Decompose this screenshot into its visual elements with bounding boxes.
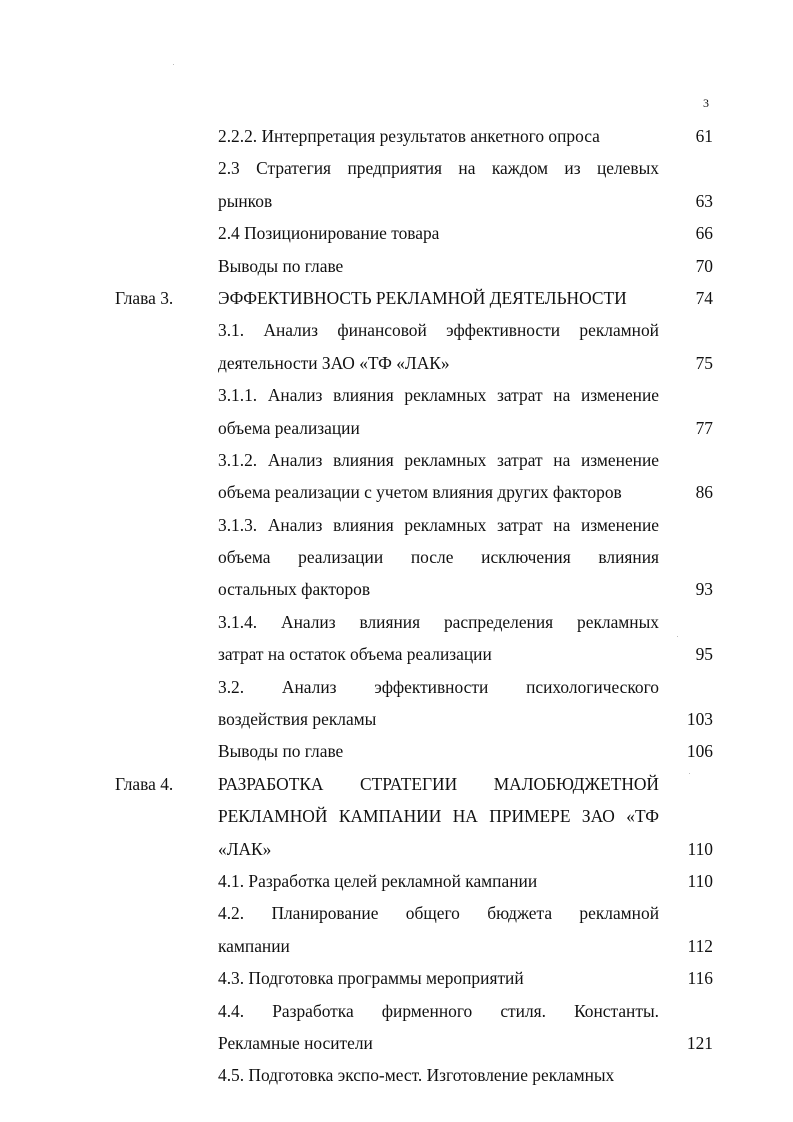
toc-entry-2-2-2 bbox=[0, 120, 793, 152]
toc-page-number: 95 bbox=[695, 644, 713, 665]
toc-line bbox=[0, 703, 793, 735]
toc-entry-text: Выводы по главе bbox=[218, 255, 344, 276]
toc-entry-text: Рекламные носители bbox=[218, 1032, 373, 1053]
toc-entry-text: 3.1.3. Анализ влияния рекламных затрат на изменение bbox=[218, 514, 659, 535]
table-of-contents bbox=[0, 120, 793, 1092]
toc-page-number: 106 bbox=[686, 741, 713, 762]
toc-page-number: 61 bbox=[695, 126, 713, 146]
toc-entry-text: 2.3 Стратегия предприятия на каждом из целевых bbox=[218, 158, 659, 179]
toc-line bbox=[0, 897, 793, 929]
toc-line bbox=[0, 152, 793, 184]
toc-line bbox=[0, 476, 793, 508]
toc-line bbox=[0, 185, 793, 217]
toc-line bbox=[0, 930, 793, 962]
toc-entry-text: объема реализации после исключения влияния bbox=[218, 547, 659, 568]
toc-entry-3-1-4 bbox=[0, 606, 793, 671]
toc-entry-text: 4.3. Подготовка программы мероприятий bbox=[218, 968, 524, 989]
toc-entry-ch3 bbox=[0, 282, 793, 314]
toc-entry-text: ЭФФЕКТИВНОСТЬ РЕКЛАМНОЙ ДЕЯТЕЛЬНОСТИ bbox=[218, 287, 627, 308]
toc-page-number: 70 bbox=[695, 255, 713, 276]
toc-entry-3-2 bbox=[0, 671, 793, 736]
toc-line bbox=[0, 444, 793, 476]
toc-line bbox=[0, 995, 793, 1027]
toc-line bbox=[0, 768, 793, 800]
toc-entry-2-3 bbox=[0, 152, 793, 217]
toc-entry-ch4 bbox=[0, 768, 793, 865]
toc-line bbox=[0, 638, 793, 670]
toc-entry-text: 4.5. Подготовка экспо-мест. Изготовление рекламных bbox=[218, 1065, 615, 1086]
toc-line bbox=[0, 671, 793, 703]
toc-line bbox=[0, 282, 793, 314]
toc-page-number: 112 bbox=[687, 935, 713, 956]
toc-entry-4-4 bbox=[0, 995, 793, 1060]
toc-entry-text: объема реализации с учетом влияния других факторов bbox=[218, 482, 622, 503]
toc-entry-3-1-2 bbox=[0, 444, 793, 509]
toc-line bbox=[0, 314, 793, 346]
toc-page-number: 63 bbox=[695, 190, 713, 211]
toc-page-number: 66 bbox=[695, 223, 713, 244]
toc-line bbox=[0, 120, 793, 152]
toc-page-number: 77 bbox=[695, 417, 713, 438]
toc-entry-text: 3.1.2. Анализ влияния рекламных затрат на изменение bbox=[218, 449, 659, 470]
toc-entry-4-3 bbox=[0, 962, 793, 994]
toc-entry-3-1-3 bbox=[0, 509, 793, 606]
toc-entry-text: 4.4. Разработка фирменного стиля. Константы. bbox=[218, 1000, 659, 1021]
chapter-label: Глава 3. bbox=[115, 287, 174, 308]
toc-line bbox=[0, 735, 793, 767]
toc-page-number: 110 bbox=[687, 838, 713, 859]
toc-entry-3-1 bbox=[0, 314, 793, 379]
toc-line bbox=[0, 347, 793, 379]
toc-line bbox=[0, 833, 793, 865]
toc-entry-4-1 bbox=[0, 865, 793, 897]
toc-entry-text: РАЗРАБОТКА СТРАТЕГИИ МАЛОБЮДЖЕТНОЙ bbox=[218, 773, 659, 794]
toc-page-number: 121 bbox=[686, 1032, 713, 1053]
toc-line bbox=[0, 606, 793, 638]
toc-page-number: 93 bbox=[695, 579, 713, 600]
toc-entry-4-2 bbox=[0, 897, 793, 962]
toc-line bbox=[0, 800, 793, 832]
toc-page-number: 74 bbox=[695, 287, 713, 308]
toc-entry-text: 2.2.2. Интерпретация результатов анкетного опроса bbox=[218, 126, 600, 146]
toc-entry-text: «ЛАК» bbox=[218, 838, 272, 859]
toc-line bbox=[0, 541, 793, 573]
toc-entry-ch3-conclusions bbox=[0, 735, 793, 767]
toc-line bbox=[0, 509, 793, 541]
toc-entry-text: 4.2. Планирование общего бюджета рекламной bbox=[218, 903, 659, 924]
toc-page-number: 116 bbox=[687, 968, 713, 989]
toc-line bbox=[0, 573, 793, 605]
page-number: 3 bbox=[703, 96, 709, 110]
toc-entry-text: кампании bbox=[218, 935, 290, 956]
toc-entry-2-4 bbox=[0, 217, 793, 249]
toc-entry-text: 3.2. Анализ эффективности психологического bbox=[218, 676, 659, 697]
toc-entry-text: 3.1.4. Анализ влияния распределения рекламных bbox=[218, 611, 659, 632]
scan-speck bbox=[173, 64, 174, 65]
toc-page-number: 86 bbox=[695, 482, 713, 503]
toc-entry-text: 3.1.1. Анализ влияния рекламных затрат на изменение bbox=[218, 385, 659, 406]
toc-entry-text: объема реализации bbox=[218, 417, 360, 438]
toc-entry-text: затрат на остаток объема реализации bbox=[218, 644, 492, 665]
toc-entry-text: 2.4 Позиционирование товара bbox=[218, 223, 440, 244]
toc-entry-ch2-conclusions bbox=[0, 250, 793, 282]
toc-line bbox=[0, 217, 793, 249]
toc-line bbox=[0, 1027, 793, 1059]
toc-line bbox=[0, 250, 793, 282]
toc-entry-text: Выводы по главе bbox=[218, 741, 344, 762]
toc-line bbox=[0, 962, 793, 994]
toc-entry-text: воздействия рекламы bbox=[218, 709, 377, 730]
toc-line bbox=[0, 865, 793, 897]
toc-entry-text: 4.1. Разработка целей рекламной кампании bbox=[218, 870, 538, 891]
toc-entry-text: РЕКЛАМНОЙ КАМПАНИИ НА ПРИМЕРЕ ЗАО «ТФ bbox=[218, 806, 659, 827]
toc-page-number: 103 bbox=[686, 709, 713, 730]
toc-entry-text: 3.1. Анализ финансовой эффективности рекламной bbox=[218, 320, 659, 341]
toc-entry-text: остальных факторов bbox=[218, 579, 371, 600]
toc-line bbox=[0, 379, 793, 411]
toc-line bbox=[0, 412, 793, 444]
toc-entry-3-1-1 bbox=[0, 379, 793, 444]
toc-entry-text: рынков bbox=[218, 190, 273, 211]
chapter-label: Глава 4. bbox=[115, 773, 174, 794]
toc-line bbox=[0, 1059, 793, 1091]
toc-page-number: 75 bbox=[695, 352, 713, 373]
toc-entry-4-5 bbox=[0, 1059, 793, 1091]
toc-entry-text: деятельности ЗАО «ТФ «ЛАК» bbox=[218, 352, 450, 373]
toc-page-number: 110 bbox=[687, 870, 713, 891]
